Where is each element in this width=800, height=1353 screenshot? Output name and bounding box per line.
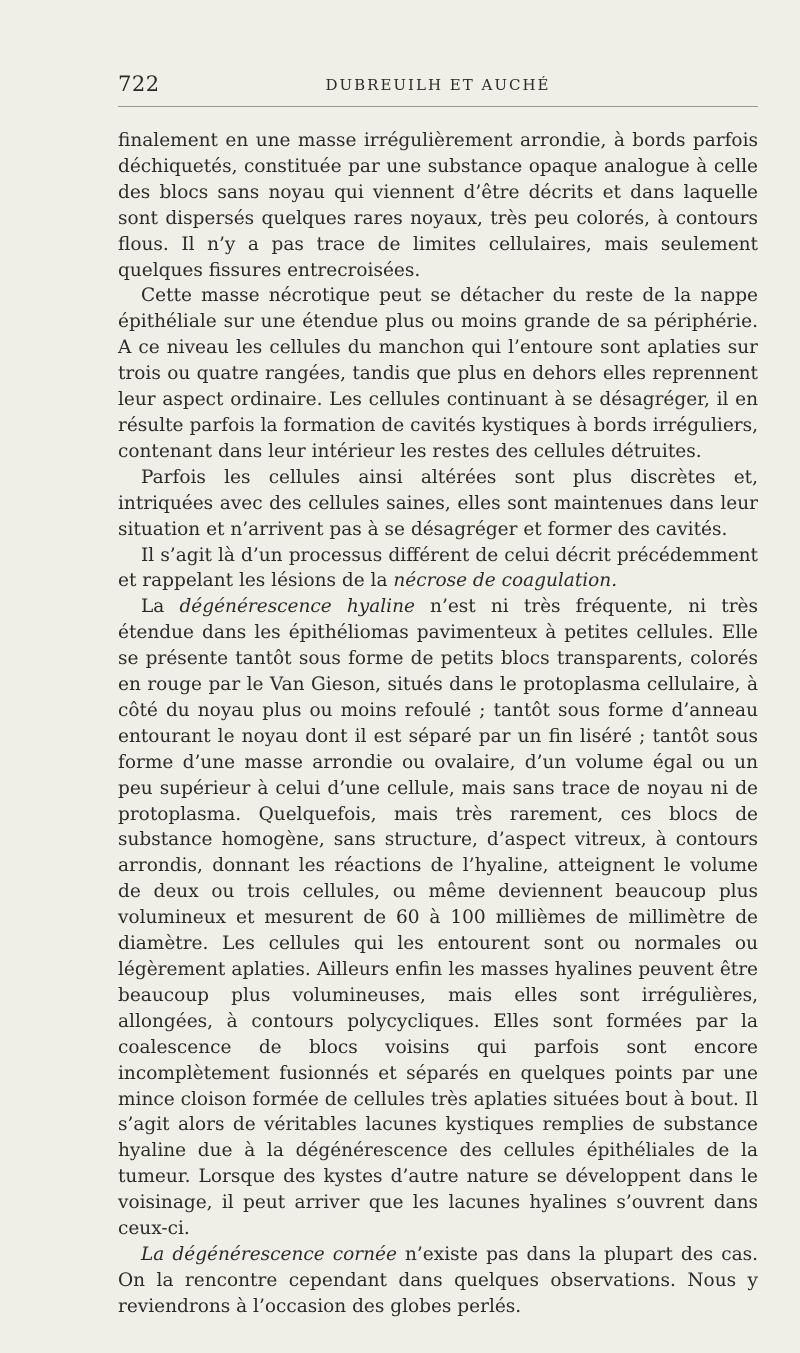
text-run: n’est ni très fréquente, ni très étendue dans les épithéliomas pavimenteux à petites cellules. Elle se présente tantôt sous forme de petits blocs transparents, colorés en rouge par le Van Gieson, situés dans le protoplasma cellulaire, à côté du noyau plus ou moins refoulé ; tantôt sous forme d’anneau entourant le noyau dont il est séparé par un fin liséré ; tantôt sous forme d’une masse arrondie ou ovalaire, d’un volume égal ou un peu supérieur à celui d’une cellule, mais sans trace de noyau ni de protoplasma. Quelquefois, mais très rarement, ces blocs de substance homogène, sans structure, d’aspect vitreux, à contours arrondis, donnant les réactions de l’hyaline, atteignent le volume de deux ou trois cellules, ou même deviennent beaucoup plus volumineux et mesurent de 60 à 100 millièmes de millimètre de diamètre. Les cellules qui les entourent sont ou normales ou légèrement aplaties. Ailleurs enfin les masses hyalines peuvent être beaucoup plus volumineuses, mais elles sont irrégulières, allongées, à contours polycycliques. Elles sont formées par la coalescence de blocs voisins qui parfois sont encore incomplètement fusionnés et séparés en quelques points par une mince cloison formée de cellules très aplaties situées bout à bout. Il s’agit alors de véritables lacunes kystiques remplies de substance hyaline due à la dégénérescence des cellules épithéliales de la tumeur. Lorsque des kystes d’autre nature se développent dans le voisinage, il peut arriver que les lacunes hyalines s’ouvrent dans ceux-ci. xyxy=(118,596,758,1240)
paragraph xyxy=(118,465,758,543)
paragraph xyxy=(118,1242,758,1320)
italic-term: dégénérescence hyaline xyxy=(179,596,415,618)
page-number: 722 xyxy=(118,72,160,96)
text-run: Parfois les cellules ainsi altérées sont plus discrètes et, intriquées avec des cellules saines, elles sont maintenues dans leur situation et n’arrivent pas à se désagréger et former des cavités. xyxy=(118,466,758,540)
paragraph xyxy=(118,283,758,464)
paragraph xyxy=(118,594,758,1242)
text-run: Cette masse nécrotique peut se détacher du reste de la nappe épithéliale sur une étendue plus ou moins grande de sa périphérie. A ce niveau les cellules du manchon qui l’entoure sont aplaties sur trois ou quatre rangées, tandis que plus en dehors elles reprennent leur aspect ordinaire. Les cellules continuant à se désagréger, il en résulte parfois la formation de cavités kystiques à bords irréguliers, contenant dans leur intérieur les restes des cellules détruites. xyxy=(118,285,758,462)
text-run: La xyxy=(141,596,180,618)
header-rule xyxy=(118,106,758,107)
paragraph xyxy=(118,543,758,595)
text-run: n’existe pas dans la plupart des cas. On la rencontre cependant dans quelques observations. Nous y reviendrons à l’occasion des globes perlés. xyxy=(118,1243,758,1317)
page-header xyxy=(118,72,758,102)
text-run: Il s’agit là d’un processus différent de celui décrit précédemment et rappelant les lésions de la xyxy=(118,544,758,592)
text-run: finalement en une masse irrégulièrement arrondie, à bords parfois déchiquetés, constituée par une substance opaque analogue à celle des blocs sans noyau qui viennent d’être décrits et dans laquelle sont dispersés quelques rares noyaux, très peu colorés, à contours flous. Il n’y a pas trace de limites cellulaires, mais seulement quelques fissures entrecroisées. xyxy=(118,130,758,281)
paragraph xyxy=(118,128,758,283)
running-title: DUBREUILH ET AUCHÉ xyxy=(325,76,551,94)
body-text xyxy=(118,128,758,1320)
italic-term: La dégénérescence cornée xyxy=(141,1243,397,1265)
italic-term: nécrose de coagulation. xyxy=(393,570,618,592)
